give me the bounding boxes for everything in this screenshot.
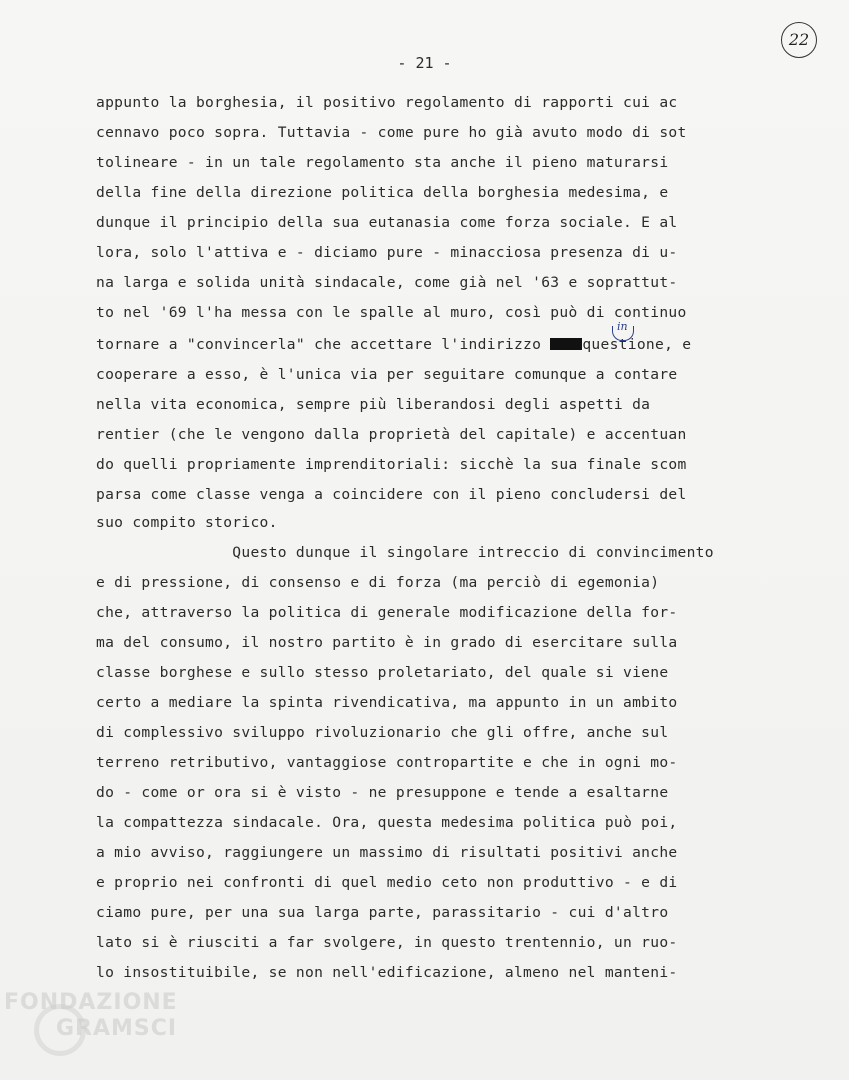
- text-line: che, attraverso la politica di generale modificazione della for-: [96, 604, 678, 621]
- watermark-logo: [4, 990, 178, 1041]
- text-segment: tornare a "convincerla" che accettare l'indirizzo: [96, 336, 551, 353]
- text-line: rentier (che le vengono dalla proprietà del capitale) e accentuan: [96, 426, 687, 443]
- page-number: - 21 -: [397, 54, 452, 72]
- text-line: to nel '69 l'ha messa con le spalle al muro, così può di continuo: [96, 304, 687, 321]
- text-line: la compattezza sindacale. Ora, questa medesima politica può poi,: [96, 814, 678, 831]
- text-line: tolineare - in un tale regolamento sta anche il pieno maturarsi: [96, 154, 669, 171]
- folio-mark: 22: [781, 22, 817, 58]
- text-line-redacted: [96, 334, 691, 356]
- text-line: nella vita economica, sempre più liberandosi degli aspetti da: [96, 396, 651, 413]
- text-line: terreno retributivo, vantaggiose contropartite e che in ogni mo-: [96, 754, 678, 771]
- text-line: cooperare a esso, è l'unica via per seguitare comunque a contare: [96, 366, 678, 383]
- text-line: do quelli propriamente imprenditoriali: sicchè la sua finale scom: [96, 456, 687, 473]
- text-line: parsa come classe venga a coincidere con il pieno concludersi del: [96, 486, 687, 503]
- text-line: e di pressione, di consenso e di forza (ma perciò di egemonia): [96, 574, 660, 591]
- text-line: e proprio nei confronti di quel medio ceto non produttivo - e di: [96, 874, 678, 891]
- text-line: lo insostituibile, se non nell'edificazione, almeno nel manteni-: [96, 964, 678, 981]
- text-line: appunto la borghesia, il positivo regolamento di rapporti cui ac: [96, 94, 678, 111]
- text-line: della fine della direzione politica della borghesia medesima, e: [96, 184, 669, 201]
- watermark-line1: FONDAZIONE: [4, 990, 178, 1015]
- text-line: certo a mediare la spinta rivendicativa, ma appunto in un ambito: [96, 694, 678, 711]
- text-line: Questo dunque il singolare intreccio di convincimento: [96, 544, 714, 561]
- text-segment: questione, e: [582, 336, 692, 353]
- text-line: do - come or ora si è visto - ne presuppone e tende a esaltarne: [96, 784, 669, 801]
- text-line: classe borghese e sullo stesso proletariato, del quale si viene: [96, 664, 669, 681]
- text-line: ciamo pure, per una sua larga parte, parassitario - cui d'altro: [96, 904, 669, 921]
- redaction-block: [550, 338, 582, 350]
- text-line: a mio avviso, raggiungere un massimo di risultati positivi anche: [96, 844, 678, 861]
- text-line: na larga e solida unità sindacale, come già nel '63 e soprattut-: [96, 274, 678, 291]
- text-line: cennavo poco sopra. Tuttavia - come pure ho già avuto modo di sot: [96, 124, 687, 141]
- text-line: dunque il principio della sua eutanasia come forza sociale. E al: [96, 214, 678, 231]
- text-line: ma del consumo, il nostro partito è in grado di esercitare sulla: [96, 634, 678, 651]
- insert-text: in: [617, 320, 628, 333]
- watermark-line2: GRAMSCI: [56, 1016, 178, 1041]
- handwritten-insert-mark: [612, 322, 638, 344]
- text-line: di complessivo sviluppo rivoluzionario che gli offre, anche sul: [96, 724, 669, 741]
- text-line: suo compito storico.: [96, 514, 278, 531]
- text-line: lato si è riusciti a far svolgere, in questo trentennio, un ruo-: [96, 934, 678, 951]
- text-line: lora, solo l'attiva e - diciamo pure - minacciosa presenza di u-: [96, 244, 678, 261]
